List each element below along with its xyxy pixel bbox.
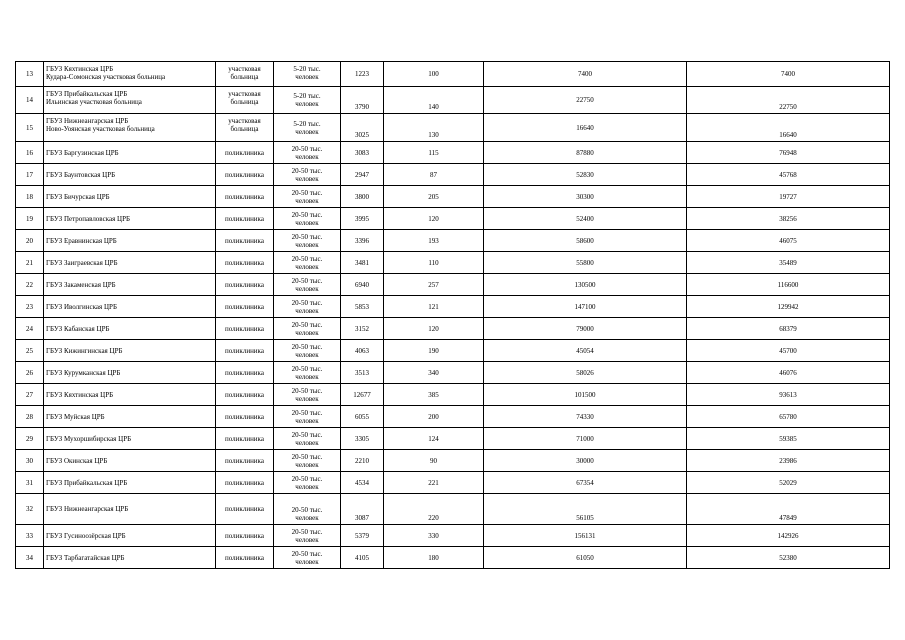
value-d: 23986 (687, 450, 890, 472)
value-a: 2210 (341, 450, 384, 472)
institution-name-line: ГБУЗ Бичурская ЦРБ (46, 192, 110, 201)
row-number: 16 (16, 142, 44, 164)
population-group-line: 20-50 тыс. (291, 364, 323, 373)
institution-name-line: ГБУЗ Нижнеангарская ЦРБ (46, 117, 129, 125)
facility-type-line: участковая (228, 65, 261, 73)
population-group-line: человек (295, 262, 319, 271)
institution-name-line: ГБУЗ Нижнеангарская ЦРБ (46, 505, 129, 513)
institution-name (44, 252, 216, 274)
value-b: 180 (384, 547, 484, 569)
row-number: 19 (16, 208, 44, 230)
value-a: 3083 (341, 142, 384, 164)
facility-type-line: поликлиника (225, 434, 264, 443)
row-number: 25 (16, 340, 44, 362)
population-group (274, 274, 341, 296)
table-row (16, 472, 890, 494)
institution-name (44, 114, 216, 142)
value-a: 1223 (341, 62, 384, 87)
value-b: 385 (384, 384, 484, 406)
value-c: 101500 (484, 384, 687, 406)
value-c: 52400 (484, 208, 687, 230)
institution-name-line: ГБУЗ Муйская ЦРБ (46, 412, 105, 421)
institution-name-line: Кудара-Сомонская участковая больница (46, 73, 166, 81)
institution-name (44, 87, 216, 114)
value-d: 68379 (687, 318, 890, 340)
population-group-line: человек (295, 152, 319, 161)
value-b: 120 (384, 208, 484, 230)
institution-name-line: ГБУЗ Иволгинская ЦРБ (46, 302, 117, 311)
value-a: 3396 (341, 230, 384, 252)
facility-type-line: больница (230, 125, 259, 133)
institution-name-line: ГБУЗ Петропавловская ЦРБ (46, 214, 131, 223)
table-row (16, 525, 890, 547)
institution-name-line: ГБУЗ Тарбагатайская ЦРБ (46, 553, 125, 562)
table-row (16, 318, 890, 340)
population-group (274, 340, 341, 362)
value-c: 58600 (484, 230, 687, 252)
value-d: 52029 (687, 472, 890, 494)
value-c: 52830 (484, 164, 687, 186)
facility-type (216, 114, 274, 142)
value-d: 35489 (687, 252, 890, 274)
facility-type-line: участковая (228, 90, 261, 98)
row-number: 27 (16, 384, 44, 406)
facility-type-line: поликлиника (225, 368, 264, 377)
table-row (16, 186, 890, 208)
facility-type-line: поликлиника (225, 346, 264, 355)
value-d: 47849 (687, 494, 890, 525)
population-group (274, 296, 341, 318)
population-group-line: человек (295, 460, 319, 469)
document-page (15, 61, 889, 569)
facility-type-line: поликлиника (225, 553, 264, 562)
value-b: 140 (384, 87, 484, 114)
facility-type (216, 208, 274, 230)
population-group-line: 20-50 тыс. (291, 166, 323, 175)
table-row (16, 114, 890, 142)
institution-name (44, 296, 216, 318)
facility-type-line: поликлиника (225, 324, 264, 333)
population-group (274, 362, 341, 384)
table-row (16, 494, 890, 525)
institution-name-line: ГБУЗ Прибайкальская ЦРБ (46, 478, 128, 487)
value-c: 22750 (484, 87, 687, 114)
institution-name (44, 340, 216, 362)
value-b: 90 (384, 450, 484, 472)
population-group-line: человек (295, 196, 319, 205)
facility-type-line: поликлиника (225, 302, 264, 311)
row-number: 32 (16, 494, 44, 525)
value-c: 30000 (484, 450, 687, 472)
row-number: 15 (16, 114, 44, 142)
facility-type-line: поликлиника (225, 531, 264, 540)
value-a: 3087 (341, 494, 384, 525)
value-d: 45700 (687, 340, 890, 362)
value-a: 3513 (341, 362, 384, 384)
facility-type (216, 340, 274, 362)
institution-name (44, 318, 216, 340)
value-b: 120 (384, 318, 484, 340)
institution-name-line: Ильинская участковая больница (46, 98, 142, 106)
institution-name (44, 208, 216, 230)
population-group-line: человек (295, 284, 319, 293)
value-c: 74330 (484, 406, 687, 428)
institution-name (44, 362, 216, 384)
population-group (274, 62, 341, 87)
population-group (274, 406, 341, 428)
table-row (16, 142, 890, 164)
value-d: 38256 (687, 208, 890, 230)
institution-name (44, 62, 216, 87)
table-row (16, 62, 890, 87)
population-group-line: 20-50 тыс. (291, 386, 323, 395)
population-group-line: 20-50 тыс. (291, 232, 323, 241)
value-b: 87 (384, 164, 484, 186)
population-group (274, 428, 341, 450)
value-c: 61050 (484, 547, 687, 569)
population-group-line: 20-50 тыс. (291, 342, 323, 351)
value-d: 76948 (687, 142, 890, 164)
facility-type-line: поликлиника (225, 505, 264, 513)
row-number: 20 (16, 230, 44, 252)
facility-type (216, 186, 274, 208)
population-group (274, 547, 341, 569)
row-number: 28 (16, 406, 44, 428)
institution-name (44, 547, 216, 569)
facility-type (216, 525, 274, 547)
value-d: 65780 (687, 406, 890, 428)
population-group-line: 20-50 тыс. (291, 298, 323, 307)
institution-name-line: Ново-Уоянская участковая больница (46, 125, 155, 133)
table-row (16, 362, 890, 384)
table-row (16, 428, 890, 450)
value-c: 58026 (484, 362, 687, 384)
value-c: 67354 (484, 472, 687, 494)
value-d: 116600 (687, 274, 890, 296)
population-group-line: человек (295, 394, 319, 403)
facility-type-line: поликлиника (225, 214, 264, 223)
value-c: 45054 (484, 340, 687, 362)
value-b: 340 (384, 362, 484, 384)
institution-name-line: ГБУЗ Курумканская ЦРБ (46, 368, 121, 377)
value-a: 6940 (341, 274, 384, 296)
value-a: 4105 (341, 547, 384, 569)
population-group-line: человек (295, 416, 319, 425)
value-c: 71000 (484, 428, 687, 450)
value-b: 190 (384, 340, 484, 362)
institution-name (44, 472, 216, 494)
facility-type-line: поликлиника (225, 390, 264, 399)
value-a: 5853 (341, 296, 384, 318)
institution-name-line: ГБУЗ Прибайкальская ЦРБ (46, 90, 128, 98)
population-group (274, 472, 341, 494)
value-d: 7400 (687, 62, 890, 87)
value-b: 205 (384, 186, 484, 208)
population-group-line: человек (295, 372, 319, 381)
value-d: 129942 (687, 296, 890, 318)
population-group (274, 450, 341, 472)
value-a: 3305 (341, 428, 384, 450)
value-c: 16640 (484, 114, 687, 142)
population-group-line: 20-50 тыс. (291, 549, 323, 558)
row-number: 17 (16, 164, 44, 186)
population-group-line: 20-50 тыс. (291, 188, 323, 197)
population-group (274, 230, 341, 252)
institution-name-line: ГБУЗ Кяхтинская ЦРБ (46, 65, 114, 73)
facility-type (216, 494, 274, 525)
table-row (16, 252, 890, 274)
population-group-line: человек (295, 306, 319, 315)
facility-type-line: поликлиника (225, 258, 264, 267)
population-group-line: 20-50 тыс. (291, 527, 323, 536)
value-d: 93613 (687, 384, 890, 406)
row-number: 30 (16, 450, 44, 472)
value-c: 130500 (484, 274, 687, 296)
facility-type-line: больница (230, 73, 259, 81)
table-row (16, 450, 890, 472)
value-d: 19727 (687, 186, 890, 208)
value-d: 45768 (687, 164, 890, 186)
institution-name-line: ГБУЗ Окинская ЦРБ (46, 456, 108, 465)
value-d: 59385 (687, 428, 890, 450)
institution-name-line: ГБУЗ Закаменская ЦРБ (46, 280, 116, 289)
facility-type (216, 296, 274, 318)
population-group-line: 20-50 тыс. (291, 452, 323, 461)
value-b: 110 (384, 252, 484, 274)
population-group-line: 20-50 тыс. (291, 408, 323, 417)
facility-type-line: поликлиника (225, 280, 264, 289)
value-b: 130 (384, 114, 484, 142)
row-number: 33 (16, 525, 44, 547)
value-b: 200 (384, 406, 484, 428)
population-group-line: человек (295, 514, 319, 522)
facility-type (216, 62, 274, 87)
value-b: 124 (384, 428, 484, 450)
facility-type (216, 252, 274, 274)
population-group-line: 5-20 тыс. (293, 65, 321, 73)
value-b: 330 (384, 525, 484, 547)
institution-name (44, 494, 216, 525)
facility-type (216, 450, 274, 472)
value-d: 46075 (687, 230, 890, 252)
population-group-line: человек (295, 438, 319, 447)
institution-name-line: ГБУЗ Кяхтинская ЦРБ (46, 390, 114, 399)
table-row (16, 296, 890, 318)
institution-name (44, 142, 216, 164)
value-c: 56105 (484, 494, 687, 525)
value-c: 30300 (484, 186, 687, 208)
row-number: 14 (16, 87, 44, 114)
facility-type-line: поликлиника (225, 192, 264, 201)
population-group (274, 186, 341, 208)
value-d: 16640 (687, 114, 890, 142)
table-row (16, 340, 890, 362)
table-row (16, 547, 890, 569)
institution-name-line: ГБУЗ Мухоршибирская ЦРБ (46, 434, 132, 443)
institution-name (44, 428, 216, 450)
institution-name (44, 384, 216, 406)
population-group-line: человек (295, 482, 319, 491)
population-group-line: человек (295, 174, 319, 183)
value-b: 115 (384, 142, 484, 164)
population-group-line: человек (295, 127, 319, 136)
population-group-line: 20-50 тыс. (291, 474, 323, 483)
facility-type (216, 164, 274, 186)
institution-name (44, 450, 216, 472)
value-c: 79000 (484, 318, 687, 340)
value-a: 3995 (341, 208, 384, 230)
table-row (16, 230, 890, 252)
value-d: 22750 (687, 87, 890, 114)
facility-type-line: поликлиника (225, 478, 264, 487)
institution-name (44, 230, 216, 252)
facility-type (216, 406, 274, 428)
row-number: 31 (16, 472, 44, 494)
facility-type (216, 472, 274, 494)
value-b: 221 (384, 472, 484, 494)
value-a: 12677 (341, 384, 384, 406)
table-row (16, 274, 890, 296)
row-number: 34 (16, 547, 44, 569)
table-body (16, 62, 890, 569)
value-b: 257 (384, 274, 484, 296)
value-b: 220 (384, 494, 484, 525)
facility-type-line: больница (230, 98, 259, 106)
population-group-line: 5-20 тыс. (293, 119, 321, 128)
population-group-line: 20-50 тыс. (291, 506, 323, 514)
population-group-line: человек (295, 73, 319, 81)
value-a: 4534 (341, 472, 384, 494)
facility-type (216, 142, 274, 164)
value-a: 3152 (341, 318, 384, 340)
value-a: 3481 (341, 252, 384, 274)
population-group-line: 20-50 тыс. (291, 430, 323, 439)
institution-name-line: ГБУЗ Заиграевская ЦРБ (46, 258, 118, 267)
value-c: 147100 (484, 296, 687, 318)
population-group-line: 20-50 тыс. (291, 276, 323, 285)
population-group-line: человек (295, 240, 319, 249)
population-group-line: 20-50 тыс. (291, 144, 323, 153)
value-a: 6055 (341, 406, 384, 428)
hospital-table (15, 61, 890, 569)
row-number: 18 (16, 186, 44, 208)
facility-type (216, 230, 274, 252)
table-row (16, 208, 890, 230)
row-number: 23 (16, 296, 44, 318)
population-group (274, 142, 341, 164)
value-a: 2947 (341, 164, 384, 186)
institution-name (44, 186, 216, 208)
value-c: 7400 (484, 62, 687, 87)
facility-type (216, 274, 274, 296)
institution-name-line: ГБУЗ Баргузинская ЦРБ (46, 148, 119, 157)
population-group (274, 114, 341, 142)
population-group-line: человек (295, 328, 319, 337)
population-group-line: 5-20 тыс. (293, 92, 321, 100)
institution-name-line: ГБУЗ Кабанская ЦРБ (46, 324, 110, 333)
row-number: 21 (16, 252, 44, 274)
facility-type (216, 384, 274, 406)
population-group-line: 20-50 тыс. (291, 254, 323, 263)
population-group (274, 252, 341, 274)
facility-type (216, 318, 274, 340)
facility-type (216, 87, 274, 114)
row-number: 29 (16, 428, 44, 450)
row-number: 26 (16, 362, 44, 384)
population-group (274, 525, 341, 547)
value-a: 3790 (341, 87, 384, 114)
population-group-line: человек (295, 535, 319, 544)
value-b: 121 (384, 296, 484, 318)
value-c: 55800 (484, 252, 687, 274)
value-d: 142926 (687, 525, 890, 547)
table-row (16, 87, 890, 114)
row-number: 13 (16, 62, 44, 87)
value-c: 87880 (484, 142, 687, 164)
population-group (274, 318, 341, 340)
institution-name (44, 406, 216, 428)
population-group-line: 20-50 тыс. (291, 320, 323, 329)
population-group-line: человек (295, 100, 319, 108)
table-row (16, 406, 890, 428)
facility-type-line: поликлиника (225, 148, 264, 157)
population-group (274, 208, 341, 230)
population-group (274, 87, 341, 114)
institution-name (44, 525, 216, 547)
table-row (16, 164, 890, 186)
facility-type-line: поликлиника (225, 170, 264, 179)
value-d: 52380 (687, 547, 890, 569)
institution-name-line: ГБУЗ Кижингинская ЦРБ (46, 346, 123, 355)
institution-name (44, 164, 216, 186)
facility-type-line: поликлиника (225, 236, 264, 245)
value-a: 5379 (341, 525, 384, 547)
population-group (274, 494, 341, 525)
facility-type (216, 428, 274, 450)
population-group-line: 20-50 тыс. (291, 210, 323, 219)
value-b: 100 (384, 62, 484, 87)
row-number: 22 (16, 274, 44, 296)
population-group-line: человек (295, 350, 319, 359)
population-group-line: человек (295, 218, 319, 227)
facility-type-line: поликлиника (225, 456, 264, 465)
value-d: 46076 (687, 362, 890, 384)
facility-type (216, 362, 274, 384)
value-c: 156131 (484, 525, 687, 547)
institution-name (44, 274, 216, 296)
institution-name-line: ГБУЗ Гусиноозёрская ЦРБ (46, 531, 126, 540)
population-group (274, 164, 341, 186)
value-a: 4063 (341, 340, 384, 362)
row-number: 24 (16, 318, 44, 340)
value-a: 3025 (341, 114, 384, 142)
value-b: 193 (384, 230, 484, 252)
institution-name-line: ГБУЗ Баунтовская ЦРБ (46, 170, 116, 179)
population-group-line: человек (295, 557, 319, 566)
facility-type (216, 547, 274, 569)
value-a: 3800 (341, 186, 384, 208)
facility-type-line: поликлиника (225, 412, 264, 421)
institution-name-line: ГБУЗ Еравнинская ЦРБ (46, 236, 117, 245)
table-row (16, 384, 890, 406)
facility-type-line: участковая (228, 117, 261, 125)
population-group (274, 384, 341, 406)
